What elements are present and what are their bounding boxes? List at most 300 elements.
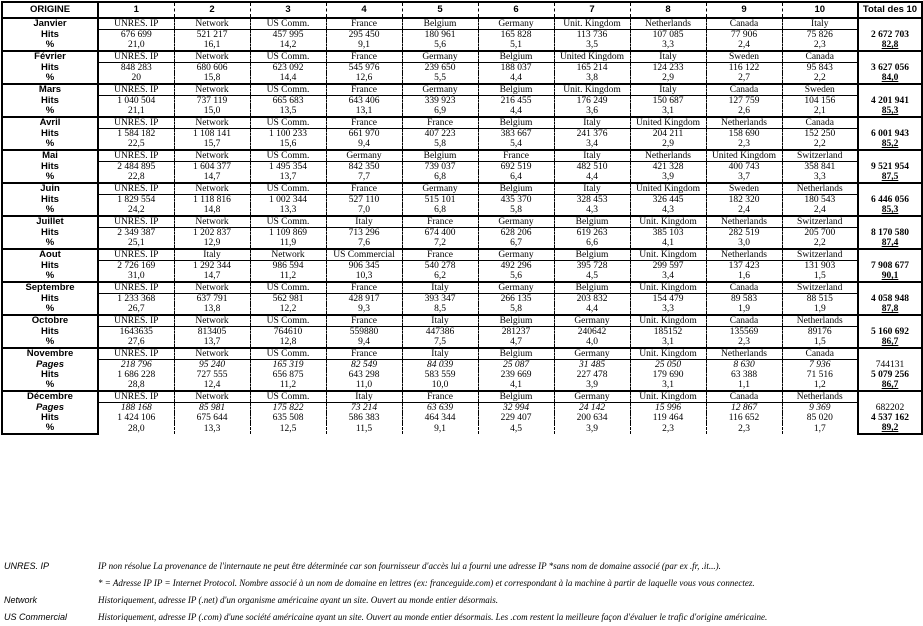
country-cell: Network — [174, 150, 250, 162]
hits-cell: 107 085 — [630, 30, 706, 41]
pct-cell: 7,0 — [326, 205, 402, 216]
country-cell: US Comm. — [250, 18, 326, 30]
pct-cell: 10,3 — [326, 271, 402, 282]
month-country-row — [2, 18, 922, 30]
pct-cell: 3,3 — [630, 304, 706, 315]
country-cell: Sweden — [782, 84, 858, 96]
pct-cell: 5,5 — [402, 73, 478, 84]
hits-cell: 737 119 — [174, 96, 250, 107]
pct-cell: 9,4 — [326, 139, 402, 150]
month-hits-row — [2, 370, 922, 380]
pct-cell: 3,9 — [554, 423, 630, 434]
pct-cell: 20 — [131, 73, 141, 83]
month-hits-row — [2, 162, 922, 173]
pct-cell: 3,9 — [630, 172, 706, 183]
country-cell: Network — [174, 282, 250, 294]
hits-cell: 540 278 — [402, 261, 478, 272]
month-country-row — [2, 84, 922, 96]
country-cell: Germany — [402, 183, 478, 195]
pct-cell: 26,7 — [127, 304, 145, 314]
country-cell: Canada — [706, 282, 782, 294]
hits-cell: 385 103 — [630, 228, 706, 239]
country-cell: Italy — [630, 51, 706, 63]
country-cell: Germany — [478, 282, 554, 294]
country-cell: Germany — [554, 348, 630, 360]
pct-cell: 13,7 — [174, 337, 250, 348]
month-country-row — [2, 282, 922, 294]
pct-cell: 3,4 — [554, 139, 630, 150]
pct-cell: 2,9 — [630, 139, 706, 150]
country-cell: Germany — [478, 216, 554, 228]
pct-cell: 15,6 — [250, 139, 326, 150]
pages-cell: 15 996 — [630, 403, 706, 414]
month-country-row — [2, 391, 922, 403]
pages-cell: 12 867 — [706, 403, 782, 414]
country-cell: US Comm. — [250, 348, 326, 360]
month-name: Juillet — [2, 216, 98, 228]
country-cell: Belgium — [478, 117, 554, 129]
hits-cell: 104 156 — [782, 96, 858, 107]
hits-cell: 179 690 — [630, 370, 706, 380]
total-hits: 4 537 162 — [858, 413, 922, 423]
country-cell: Italy — [402, 348, 478, 360]
country-cell: Germany — [478, 18, 554, 30]
pct-cell: 13,3 — [174, 423, 250, 434]
country-cell: Belgium — [554, 249, 630, 261]
country-cell: US Comm. — [250, 282, 326, 294]
month-pct-row — [2, 271, 922, 282]
header-rank: 2 — [174, 2, 250, 18]
country-cell: Netherlands — [706, 249, 782, 261]
hits-label: Hits — [2, 63, 98, 74]
hits-cell: 150 687 — [630, 96, 706, 107]
month-country-row — [2, 216, 922, 228]
hits-cell: 239 650 — [402, 63, 478, 74]
pages-cell: 25 050 — [630, 360, 706, 371]
hits-cell: 358 841 — [782, 162, 858, 173]
hits-cell: 583 559 — [402, 370, 478, 380]
month-name: Avril — [2, 117, 98, 129]
hits-cell: 1 100 233 — [250, 129, 326, 140]
total-pct: 87,4 — [858, 238, 922, 249]
hits-cell: 116 652 — [706, 413, 782, 423]
footnote-key — [4, 575, 98, 592]
pages-cell: 188 168 — [120, 403, 152, 413]
pct-cell: 14,7 — [174, 271, 250, 282]
total-hits: 4 201 941 — [858, 96, 922, 107]
country-cell: UNRES. IP — [98, 51, 174, 63]
pct-cell: 28,0 — [127, 423, 145, 434]
pct-cell: 3,3 — [630, 40, 706, 51]
country-cell: Network — [250, 249, 326, 261]
month-name: Décembre — [2, 391, 98, 403]
pct-cell: 2,4 — [706, 205, 782, 216]
pct-cell: 1,7 — [782, 423, 858, 434]
hits-cell: 1 233 368 — [117, 294, 156, 304]
hits-cell: 1 424 106 — [117, 413, 156, 423]
hits-cell: 393 347 — [402, 294, 478, 305]
pct-cell: 2,3 — [782, 40, 858, 51]
hits-cell: 1 202 837 — [174, 228, 250, 239]
country-cell: Unit. Kingdom — [554, 84, 630, 96]
country-cell: UNRES. IP — [98, 348, 174, 360]
hits-cell: 1 002 344 — [250, 195, 326, 206]
hits-cell: 407 223 — [402, 129, 478, 140]
hits-cell: 295 450 — [326, 30, 402, 41]
hits-cell: 241 376 — [554, 129, 630, 140]
hits-cell: 637 791 — [174, 294, 250, 305]
country-cell: Unit. Kingdom — [630, 391, 706, 403]
pct-cell: 16,1 — [174, 40, 250, 51]
pages-cell: 7 936 — [782, 360, 858, 371]
pct-cell: 3,7 — [706, 172, 782, 183]
country-cell: France — [326, 51, 402, 63]
hits-cell: 643 298 — [326, 370, 402, 380]
month-country-row — [2, 183, 922, 195]
pct-cell: 14,7 — [174, 172, 250, 183]
hits-cell: 586 383 — [326, 413, 402, 423]
total-hits: 5 079 256 — [858, 370, 922, 380]
total-hits: 6 446 056 — [858, 195, 922, 206]
hits-cell: 1 118 816 — [174, 195, 250, 206]
hits-cell: 299 597 — [630, 261, 706, 272]
total-pct: 89,2 — [858, 423, 922, 434]
pct-label: % — [2, 238, 98, 249]
hits-cell: 158 690 — [706, 129, 782, 140]
country-cell: France — [326, 117, 402, 129]
hits-cell: 1 040 504 — [117, 96, 156, 106]
hits-label: Hits — [2, 261, 98, 272]
pct-cell: 3,1 — [630, 337, 706, 348]
footnote-text: * = Adresse IP IP = Internet Protocol. Nombre associé à un nom de domaine en lettres (ex: franceguide.com) et correspondant à la machine à partir de laquelle vous vous connectez. — [98, 578, 755, 588]
hits-cell: 200 634 — [554, 413, 630, 423]
hits-cell: 1 829 554 — [117, 195, 156, 205]
month-hits-row — [2, 261, 922, 272]
total-hits: 9 521 954 — [858, 162, 922, 173]
country-cell: France — [402, 391, 478, 403]
country-cell: UNRES. IP — [98, 216, 174, 228]
month-name: Janvier — [2, 18, 98, 30]
hits-cell: 266 135 — [478, 294, 554, 305]
country-cell: France — [402, 249, 478, 261]
pct-cell: 6,4 — [478, 172, 554, 183]
country-cell: UNRES. IP — [98, 183, 174, 195]
country-cell: Unit. Kingdom — [630, 282, 706, 294]
pct-cell: 4,4 — [478, 106, 554, 117]
country-cell: US Comm. — [250, 117, 326, 129]
pct-cell: 4,1 — [478, 380, 554, 391]
pct-cell: 7,6 — [326, 238, 402, 249]
hits-cell: 656 875 — [250, 370, 326, 380]
pages-cell: 73 214 — [326, 403, 402, 414]
country-cell: US Comm. — [250, 216, 326, 228]
pct-cell: 2,2 — [782, 139, 858, 150]
hits-cell: 764610 — [250, 327, 326, 338]
pct-cell: 2,4 — [706, 40, 782, 51]
footnote-row — [4, 609, 919, 626]
pct-cell: 12,4 — [174, 380, 250, 391]
country-cell: UNRES. IP — [98, 391, 174, 403]
country-cell: Italy — [402, 282, 478, 294]
total-cell — [858, 84, 922, 96]
country-cell: France — [478, 150, 554, 162]
country-cell: Network — [174, 348, 250, 360]
total-hits: 8 170 580 — [858, 228, 922, 239]
month-country-row — [2, 315, 922, 327]
month-country-row — [2, 348, 922, 360]
pct-cell: 12,8 — [250, 337, 326, 348]
country-cell: Canada — [782, 348, 858, 360]
country-cell: UNRES. IP — [98, 282, 174, 294]
hits-cell: 281237 — [478, 327, 554, 338]
month-pct-row — [2, 337, 922, 348]
hits-cell: 692 519 — [478, 162, 554, 173]
hits-cell: 137 423 — [706, 261, 782, 272]
country-cell: UNRES. IP — [98, 18, 174, 30]
country-cell: Germany — [554, 391, 630, 403]
total-pages: 682202 — [858, 403, 922, 414]
country-cell: Germany — [402, 51, 478, 63]
header-rank: 3 — [250, 2, 326, 18]
pct-cell: 4,5 — [478, 423, 554, 434]
country-cell: Netherlands — [706, 348, 782, 360]
footnote-key: UNRES. IP — [4, 561, 50, 571]
hits-cell: 447386 — [402, 327, 478, 338]
pct-cell: 31,0 — [127, 271, 145, 281]
pct-cell: 1,6 — [706, 271, 782, 282]
pct-cell: 2,2 — [782, 238, 858, 249]
country-cell: Italy — [554, 183, 630, 195]
pages-cell: 84 039 — [402, 360, 478, 371]
hits-label: Hits — [2, 294, 98, 305]
hits-cell: 527 110 — [326, 195, 402, 206]
country-cell: France — [326, 348, 402, 360]
hits-cell: 89 583 — [706, 294, 782, 305]
country-cell: Network — [174, 117, 250, 129]
hits-cell: 739 037 — [402, 162, 478, 173]
total-cell — [858, 391, 922, 403]
pct-cell: 6,7 — [478, 238, 554, 249]
country-cell: Sweden — [706, 51, 782, 63]
hits-cell: 328 453 — [554, 195, 630, 206]
total-cell — [858, 315, 922, 327]
pct-cell: 4,4 — [554, 304, 630, 315]
month-hits-row — [2, 96, 922, 107]
country-cell: US Comm. — [250, 150, 326, 162]
month-hits-row — [2, 228, 922, 239]
total-hits: 6 001 943 — [858, 129, 922, 140]
country-cell: Belgium — [554, 216, 630, 228]
pages-cell: 9 369 — [782, 403, 858, 414]
pct-cell: 4,7 — [478, 337, 554, 348]
pct-cell: 2,3 — [706, 337, 782, 348]
country-cell: Belgium — [402, 150, 478, 162]
month-pct-row — [2, 238, 922, 249]
pct-cell: 14,4 — [250, 73, 326, 84]
country-cell: United Kingdom — [706, 150, 782, 162]
hits-cell: 204 211 — [630, 129, 706, 140]
header-row — [2, 2, 922, 18]
country-cell: Netherlands — [782, 315, 858, 327]
pct-cell: 6,2 — [402, 271, 478, 282]
country-cell: France — [402, 117, 478, 129]
pct-cell: 4,0 — [554, 337, 630, 348]
month-pct-row — [2, 380, 922, 391]
total-cell — [858, 51, 922, 63]
pct-cell: 7,7 — [326, 172, 402, 183]
pct-cell: 5,1 — [478, 40, 554, 51]
total-cell — [858, 249, 922, 261]
hits-cell: 464 344 — [402, 413, 478, 423]
month-name: Octobre — [2, 315, 98, 327]
hits-cell: 180 961 — [402, 30, 478, 41]
hits-cell: 203 832 — [554, 294, 630, 305]
pct-cell: 22,8 — [127, 172, 145, 182]
pages-cell: 175 822 — [250, 403, 326, 414]
hits-cell: 628 206 — [478, 228, 554, 239]
hits-cell: 127 759 — [706, 96, 782, 107]
pct-cell: 27,6 — [127, 337, 145, 347]
pct-cell: 2,9 — [630, 73, 706, 84]
total-pct: 86,7 — [858, 380, 922, 391]
hits-cell: 1643635 — [119, 327, 153, 337]
country-cell: US Comm. — [250, 183, 326, 195]
country-cell: Netherlands — [630, 150, 706, 162]
country-cell: Italy — [326, 391, 402, 403]
hits-cell: 2 349 387 — [117, 228, 156, 238]
hits-cell: 75 826 — [782, 30, 858, 41]
pages-cell: 24 142 — [554, 403, 630, 414]
hits-label: Hits — [2, 162, 98, 173]
total-cell — [858, 117, 922, 129]
pct-cell: 5,4 — [478, 139, 554, 150]
pct-cell: 4,4 — [554, 172, 630, 183]
pct-cell: 13,1 — [326, 106, 402, 117]
country-cell: Germany — [402, 84, 478, 96]
total-pct: 85,3 — [858, 106, 922, 117]
footnote-text: IP non résolue La provenance de l'internaute ne peut être déterminée car son fournisseur d'accès lui a fourni une adresse IP *sans nom de domaine associé (par ex .fr, .it...). — [98, 561, 721, 571]
month-pct-row — [2, 423, 922, 434]
country-cell: Belgium — [478, 84, 554, 96]
pages-cell: 63 639 — [402, 403, 478, 414]
hits-cell: 95 843 — [782, 63, 858, 74]
country-cell: Canada — [706, 18, 782, 30]
hits-cell: 2 726 169 — [117, 261, 156, 271]
total-cell — [858, 348, 922, 360]
pct-label: % — [2, 106, 98, 117]
pages-cell: 95 240 — [174, 360, 250, 371]
month-pct-row — [2, 139, 922, 150]
hits-label: Hits — [2, 228, 98, 239]
pct-cell: 13,3 — [250, 205, 326, 216]
country-cell: Unit. Kingdom — [630, 348, 706, 360]
hits-cell: 713 296 — [326, 228, 402, 239]
pct-cell: 3,1 — [630, 380, 706, 391]
total-cell — [858, 150, 922, 162]
pct-cell: 5,8 — [478, 304, 554, 315]
country-cell: US Comm. — [250, 51, 326, 63]
pct-cell: 3,1 — [630, 106, 706, 117]
country-cell: Canada — [706, 315, 782, 327]
hits-cell: 124 233 — [630, 63, 706, 74]
month-name: Mai — [2, 150, 98, 162]
pct-label: % — [2, 380, 98, 391]
country-cell: Italy — [554, 117, 630, 129]
month-name: Mars — [2, 84, 98, 96]
country-cell: France — [326, 18, 402, 30]
hits-cell: 131 903 — [782, 261, 858, 272]
month-pct-row — [2, 172, 922, 183]
country-cell: Belgium — [478, 348, 554, 360]
hits-cell: 1 686 228 — [117, 370, 156, 380]
pct-label: % — [2, 73, 98, 84]
hits-cell: 119 464 — [630, 413, 706, 423]
month-pct-row — [2, 106, 922, 117]
total-pct: 87,5 — [858, 172, 922, 183]
footnote-row — [4, 558, 919, 575]
pct-cell: 25,1 — [127, 238, 145, 248]
hits-label: Hits — [2, 413, 98, 423]
country-cell: Germany — [326, 150, 402, 162]
country-cell: UNRES. IP — [98, 249, 174, 261]
month-name: Septembre — [2, 282, 98, 294]
pct-cell: 5,6 — [402, 40, 478, 51]
total-hits: 7 908 677 — [858, 261, 922, 272]
hits-cell: 559880 — [326, 327, 402, 338]
pct-cell: 24,2 — [127, 205, 145, 215]
country-cell: UNRES. IP — [98, 84, 174, 96]
pct-cell: 6,8 — [402, 172, 478, 183]
pct-cell: 9,1 — [402, 423, 478, 434]
pct-cell: 4,1 — [630, 238, 706, 249]
pct-cell: 8,5 — [402, 304, 478, 315]
pct-cell: 12,6 — [326, 73, 402, 84]
pct-cell: 14,8 — [174, 205, 250, 216]
hits-cell: 1 109 869 — [250, 228, 326, 239]
country-cell: Network — [174, 51, 250, 63]
pct-label: % — [2, 423, 98, 434]
pct-cell: 1,1 — [706, 380, 782, 391]
hits-cell: 643 406 — [326, 96, 402, 107]
country-cell: Network — [174, 216, 250, 228]
footnote-key: Network — [4, 595, 38, 605]
header-rank: 1 — [98, 2, 174, 18]
hits-cell: 675 644 — [174, 413, 250, 423]
country-cell: US Commercial — [326, 249, 402, 261]
hits-cell: 400 743 — [706, 162, 782, 173]
hits-cell: 113 736 — [554, 30, 630, 41]
country-cell: Italy — [554, 150, 630, 162]
header-total: Total des 10 — [858, 2, 922, 18]
pct-label: % — [2, 139, 98, 150]
hits-cell: 188 037 — [478, 63, 554, 74]
hits-cell: 665 683 — [250, 96, 326, 107]
pct-cell: 3,9 — [554, 380, 630, 391]
hits-cell: 205 700 — [782, 228, 858, 239]
pct-cell: 10,0 — [402, 380, 478, 391]
pct-cell: 13,8 — [174, 304, 250, 315]
hits-label: Hits — [2, 195, 98, 206]
pct-cell: 1,9 — [782, 304, 858, 315]
month-hits-row — [2, 413, 922, 423]
country-cell: UNRES. IP — [98, 150, 174, 162]
country-cell: France — [326, 84, 402, 96]
hits-cell: 180 543 — [782, 195, 858, 206]
hits-cell: 545 976 — [326, 63, 402, 74]
pct-cell: 5,8 — [478, 205, 554, 216]
pct-cell: 21,1 — [127, 106, 145, 116]
country-cell: Germany — [554, 315, 630, 327]
